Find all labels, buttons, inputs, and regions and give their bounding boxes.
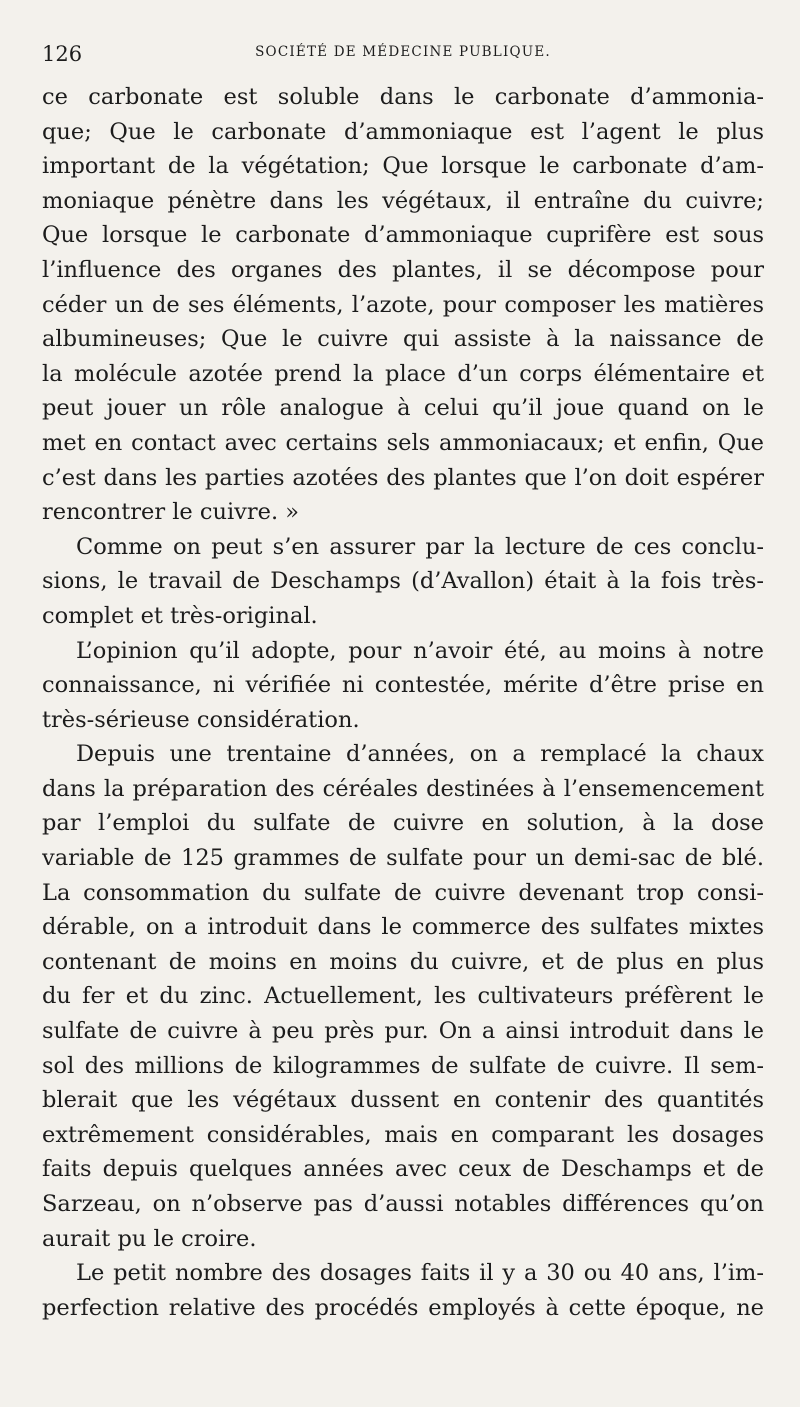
text-line: met en contact avec certains sels ammoniacaux; et enfin, Que: [42, 429, 764, 456]
text-line: contenant de moins en moins du cuivre, et de plus en plus: [42, 948, 764, 975]
text-line: très-sérieuse considération.: [42, 706, 360, 733]
text-line: important de la végétation; Que lorsque le carbonate d’am-: [42, 153, 764, 180]
text-line: extrêmement considérables, mais en comparant les dosages: [42, 1121, 764, 1148]
text-line: faits depuis quelques années avec ceux de Deschamps et de: [42, 1156, 764, 1183]
text-line: variable de 125 grammes de sulfate pour un demi-sac de blé.: [42, 845, 764, 872]
paragraph-first-line: Depuis une trentaine d’années, on a remplacé la chaux: [76, 741, 764, 768]
running-head: [42, 34, 764, 74]
text-line: par l’emploi du sulfate de cuivre en solution, à la dose: [42, 810, 764, 837]
text-line: connaissance, ni vérifiée ni contestée, mérite d’être prise en: [42, 672, 764, 699]
paragraph-first-line: Comme on peut s’en assurer par la lecture de ces conclu-: [76, 533, 764, 560]
text-line: la molécule azotée prend la place d’un corps élémentaire et: [42, 360, 764, 387]
text-line: que; Que le carbonate d’ammoniaque est l’agent le plus: [42, 118, 764, 145]
text-line: albumineuses; Que le cuivre qui assiste à la naissance de: [42, 326, 764, 353]
text-line: sol des millions de kilogrammes de sulfate de cuivre. Il sem-: [42, 1052, 764, 1079]
text-line: céder un de ses éléments, l’azote, pour composer les matières: [42, 291, 764, 318]
running-title: SOCIÉTÉ DE MÉDECINE PUBLIQUE.: [255, 44, 551, 60]
text-line: ce carbonate est soluble dans le carbonate d’ammonia-: [42, 84, 764, 110]
text-line: l’influence des organes des plantes, il se décompose pour: [42, 256, 764, 283]
text-line: Que lorsque le carbonate d’ammoniaque cuprifère est sous: [42, 222, 764, 249]
text-line: sions, le travail de Deschamps (d’Avallon) était à la fois très-: [42, 568, 764, 595]
text-line: La consommation du sulfate de cuivre devenant trop consi-: [42, 879, 764, 906]
text-line: dérable, on a introduit dans le commerce des sulfates mixtes: [42, 914, 764, 941]
paragraph-first-line: L’opinion qu’il adopte, pour n’avoir été, au moins à notre: [76, 637, 764, 664]
text-line: peut jouer un rôle analogue à celui qu’il joue quand on le: [42, 395, 764, 422]
text-line: c’est dans les parties azotées des plantes que l’on doit espérer: [42, 464, 764, 491]
text-line: complet et très-original.: [42, 602, 318, 629]
text-line: perfection relative des procédés employés à cette époque, ne: [42, 1294, 764, 1321]
text-line: rencontrer le cuivre. »: [42, 499, 300, 526]
text-line: sulfate de cuivre à peu près pur. On a ainsi introduit dans le: [42, 1018, 764, 1045]
text-line: Sarzeau, on n’observe pas d’aussi notables différences qu’on: [42, 1191, 764, 1217]
paragraph-first-line: Le petit nombre des dosages faits il y a 30 ou 40 ans, l’im-: [76, 1260, 764, 1287]
body-text: [42, 80, 764, 1325]
page-number: 126: [42, 42, 83, 66]
text-line: dans la préparation des céréales destinées à l’ensemencement: [42, 775, 764, 802]
text-line: moniaque pénètre dans les végétaux, il entraîne du cuivre;: [42, 187, 764, 214]
text-line: blerait que les végétaux dussent en contenir des quantités: [42, 1087, 764, 1114]
text-line: du fer et du zinc. Actuellement, les cultivateurs préfèrent le: [42, 983, 764, 1010]
text-line: aurait pu le croire.: [42, 1225, 257, 1252]
